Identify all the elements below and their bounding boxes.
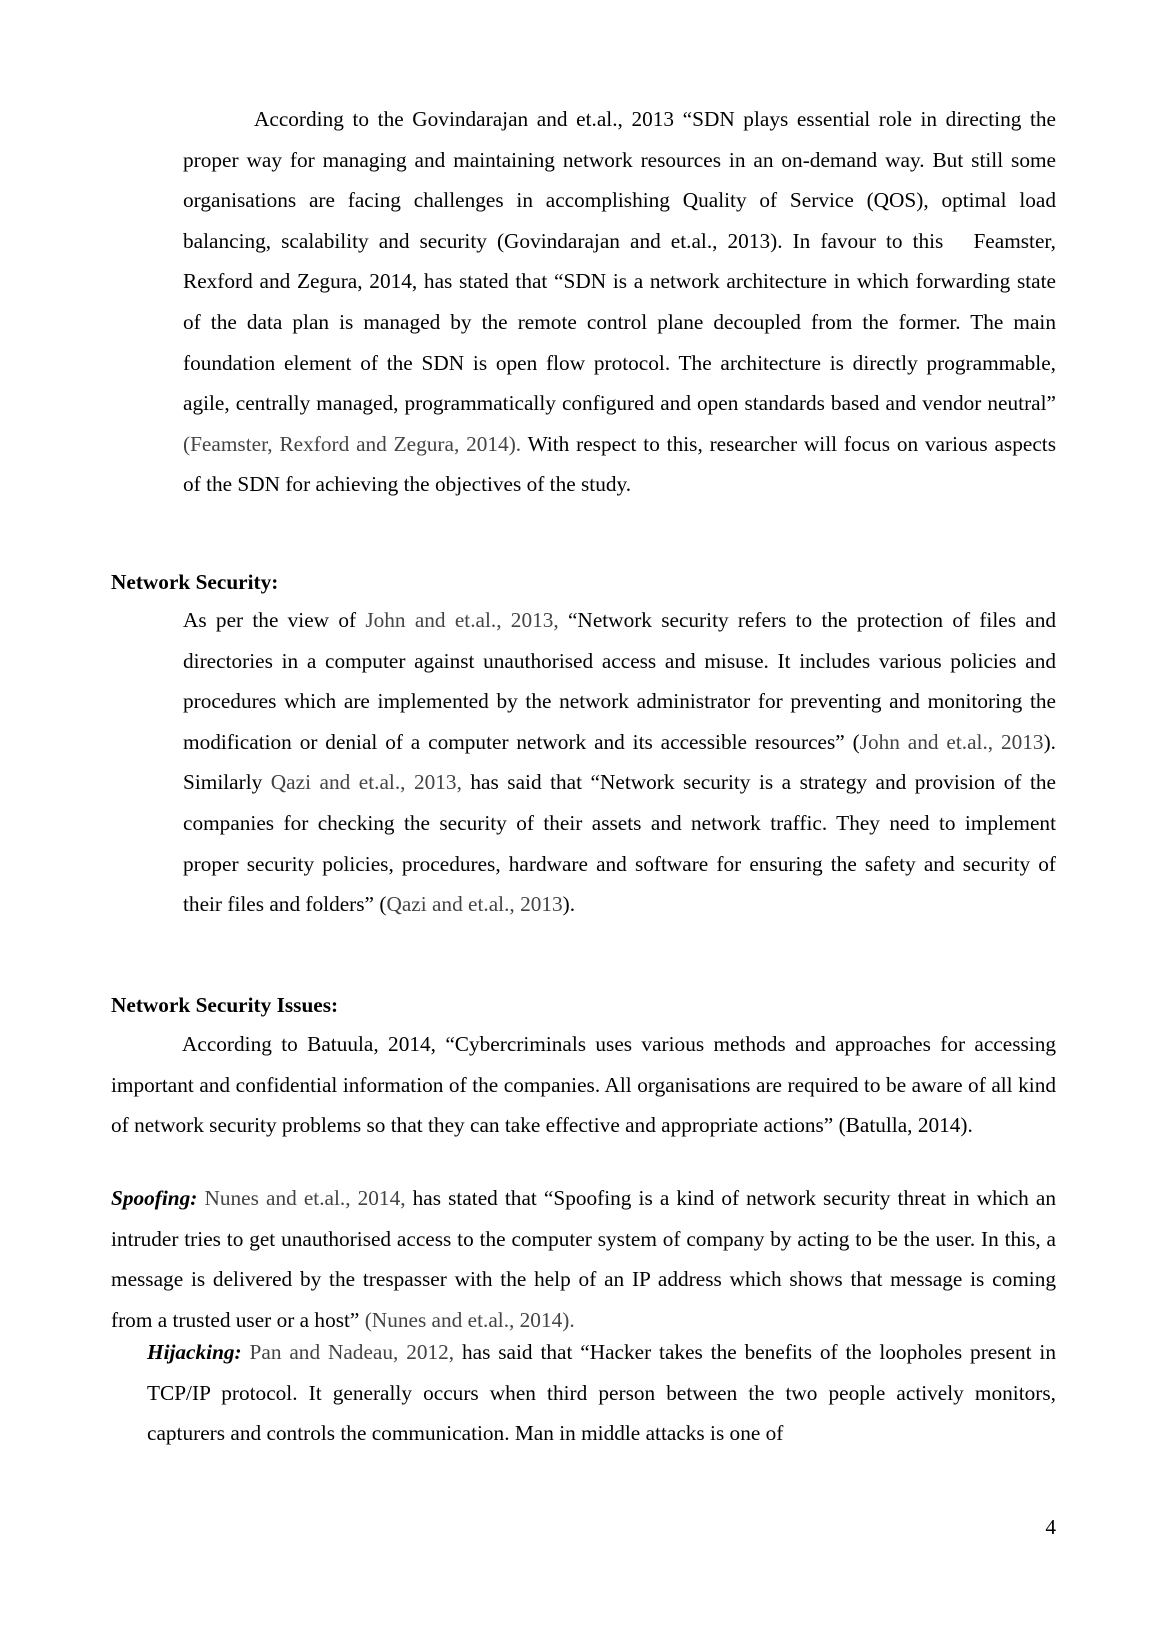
paragraph-hijacking <box>147 1332 1056 1454</box>
paragraph-text: “Network security refers to the protection of files and directories in a computer against unauthorised access and misuse. It includes various policies and procedures which are implemented by the network administrator for preventing and monitoring the modification or denial of a computer network and its accessible resources” ( <box>183 608 1056 754</box>
citation: Nunes and et.al., 2014, <box>204 1186 406 1210</box>
paragraph-security-issues <box>111 1024 1056 1146</box>
paragraph-text: According to the Govindarajan and et.al., 2013 “SDN plays essential role in directing the proper way for managing and maintaining network resources in an on-demand way. But still some organisations are facing challenges in accomplishing Quality of Service (QOS), optimal load balancing, scalability and security (Govindarajan and et.al., 2013). In favour to this Feamster, Rexford and Zegura, 2014, has stated that “SDN is a network architecture in which forwarding state of the data plan is managed by the remote control plane decoupled from the former. The main foundation element of the SDN is open flow protocol. The architecture is directly programmable, agile, centrally managed, programmatically configured and open standards based and vendor neutral” <box>183 107 1056 416</box>
paragraph-text: As per the view of <box>183 608 357 632</box>
paragraph-text: According to Batuula, 2014, “Cybercriminals uses various methods and approaches for accessing important and confidential information of the companies. All organisations are required to be aware of all kind of network security problems so that they can take effective and appropriate actions” (Batulla, 2014). <box>111 1032 1056 1138</box>
paragraph-text: has said that “Hacker takes the benefits of the loopholes present in TCP/IP protocol. It generally occurs when third person between the two people actively monitors, capturers and controls the communication. Man in middle attacks is one of <box>147 1340 1056 1446</box>
term-hijacking: Hijacking: <box>147 1340 242 1364</box>
paragraph-spoofing <box>111 1178 1056 1340</box>
citation: Pan and Nadeau, 2012, <box>249 1340 455 1364</box>
paragraph-network-security <box>183 600 1056 925</box>
citation: Qazi and et.al., 2013, <box>270 770 462 795</box>
citation: John and et.al., 2013, <box>365 608 559 632</box>
paragraph-text: ). <box>562 892 576 917</box>
paragraph-text: With respect to this, researcher will focus on various aspects of the SDN for achieving the objectives of the study. <box>183 431 1056 497</box>
paragraph-text: has stated that “Spoofing is a kind of network security threat in which an intruder tries to get unauthorised access to the computer system of company by acting to be the user. In this, a message is delivered by the trespasser with the help of an IP address which shows that message is coming from a trusted user or a host” <box>111 1186 1056 1332</box>
paragraph-text: has said that “Network security is a strategy and provision of the companies for checking the security of their assets and network traffic. They need to implement proper security policies, procedures, hardware and software for ensuring the safety and security of their files and folders” ( <box>183 770 1057 917</box>
citation: (Feamster, Rexford and Zegura, 2014). <box>183 431 522 456</box>
citation: John and et.al., 2013 <box>859 729 1044 754</box>
section-heading-network-security-issues: Network Security Issues: <box>111 993 339 1017</box>
paragraph-text: ). Similarly <box>183 729 1056 795</box>
citation: (Nunes and et.al., 2014). <box>364 1307 575 1332</box>
section-heading-network-security: Network Security: <box>111 570 279 594</box>
page-number: 4 <box>1045 1515 1056 1539</box>
term-spoofing: Spoofing: <box>111 1186 198 1210</box>
citation: Qazi and et.al., 2013 <box>386 892 563 917</box>
paragraph-sdn <box>183 99 1056 505</box>
